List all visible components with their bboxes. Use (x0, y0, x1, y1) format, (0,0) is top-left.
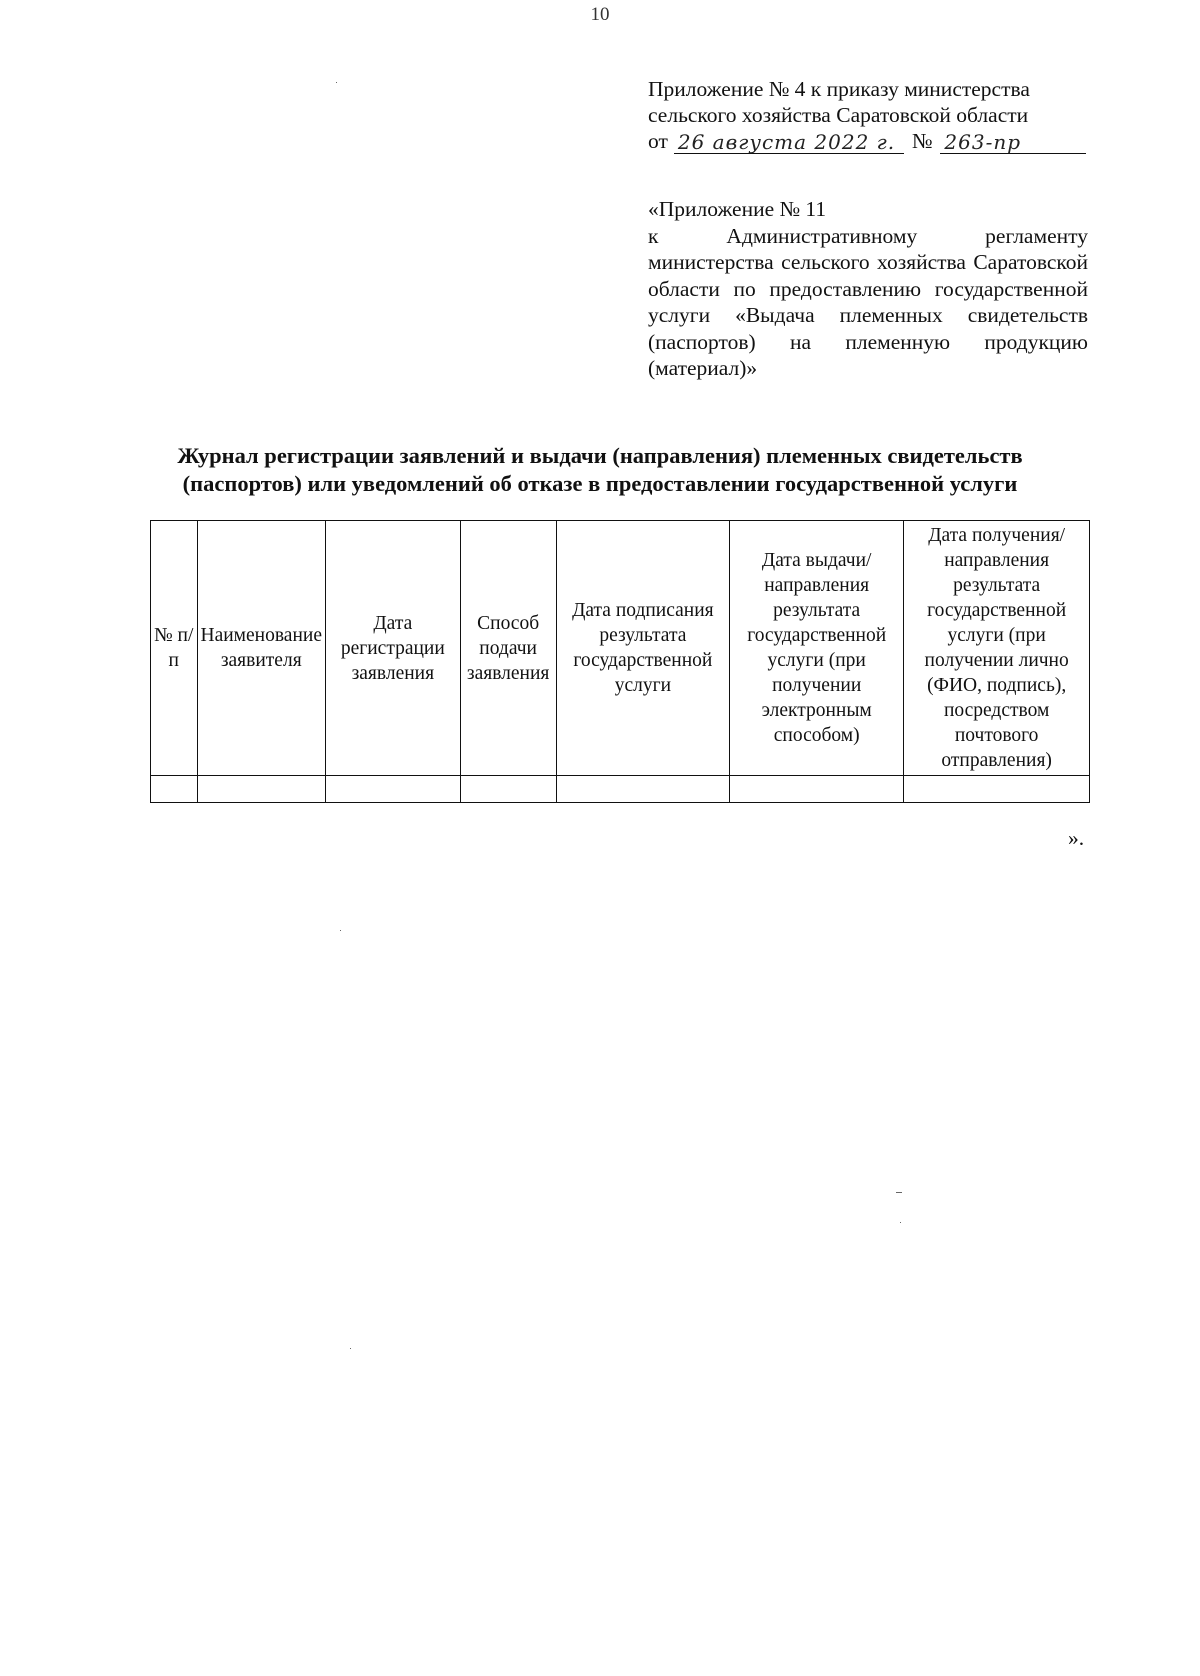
handwritten-date: 26 августа 2022 г. (674, 131, 904, 154)
header-electronic-issue-date: Дата выдачи/направления результата государственной услуги (при получении электронным способом) (730, 521, 904, 776)
page-number: 10 (590, 4, 610, 25)
regulation-reference (648, 196, 1088, 382)
regulation-body: к Административному регламенту министерства сельского хозяйства Саратовской области по предоставлению государственной услуги «Выдача племенных свидетельств (паспортов) на племенную продукцию (материал)» (648, 223, 1088, 380)
table-header-row (151, 521, 1090, 776)
table-cell (197, 776, 326, 803)
from-label: от (648, 129, 668, 153)
scan-speck (900, 1222, 901, 1223)
appendix-line-1: Приложение № 4 к приказу министерства (648, 77, 1030, 101)
header-receipt-date: Дата получения/направления результата государственной услуги (при получении лично (ФИО, подпись), посредством почтового отправления) (904, 521, 1090, 776)
scan-speck (336, 82, 337, 83)
handwritten-order-number: 263-пр (940, 131, 1086, 154)
order-date-number-row (648, 128, 1088, 154)
scan-speck (340, 930, 341, 931)
appendix-line-2: сельского хозяйства Саратовской области (648, 103, 1029, 127)
scan-speck (896, 1192, 902, 1193)
table-row (151, 776, 1090, 803)
journal-title-line-2: (паспортов) или уведомлений об отказе в предоставлении государственной услуги (182, 471, 1018, 496)
table-cell (904, 776, 1090, 803)
header-registration-date: Дата регистрации заявления (326, 521, 461, 776)
header-applicant-name: Наименование заявителя (197, 521, 326, 776)
closing-quote: ». (1068, 826, 1085, 850)
table-cell (326, 776, 461, 803)
header-signing-date: Дата подписания результата государственной услуги (556, 521, 729, 776)
table-cell (151, 776, 198, 803)
number-label: № (911, 129, 933, 153)
journal-title-line-1: Журнал регистрации заявлений и выдачи (направления) племенных свидетельств (177, 443, 1023, 468)
scan-speck (350, 1348, 351, 1349)
appendix-header (648, 76, 1088, 154)
regulation-title: «Приложение № 11 (648, 197, 827, 221)
header-number: № п/п (151, 521, 198, 776)
table-cell (460, 776, 556, 803)
registration-journal-table (150, 520, 1090, 803)
table-cell (556, 776, 729, 803)
table-cell (730, 776, 904, 803)
journal-title (100, 442, 1100, 498)
header-submission-method: Способ подачи заявления (460, 521, 556, 776)
